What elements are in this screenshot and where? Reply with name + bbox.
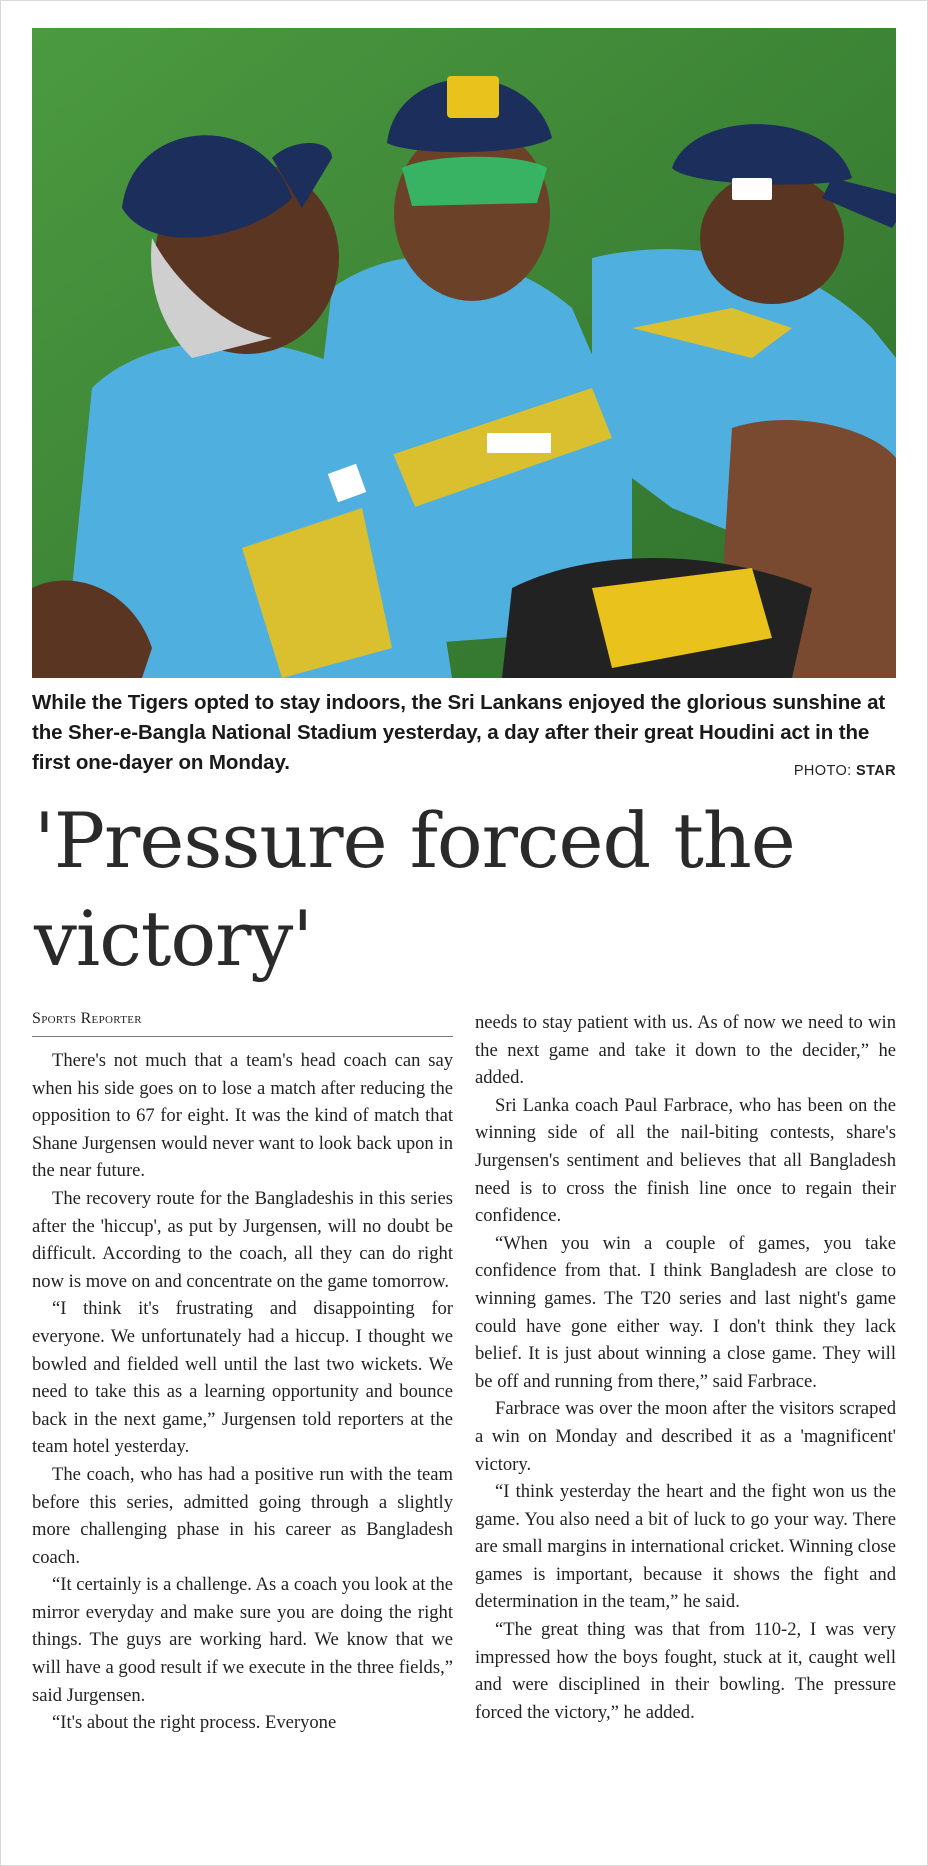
article-column-right (475, 1009, 896, 1726)
article-paragraph: The coach, who has had a positive run with the team before this series, admitted going through a slightly more challenging phase in his career as Bangladesh coach. (32, 1463, 453, 1568)
photo-credit (794, 763, 896, 779)
news-photo (32, 28, 896, 678)
article-paragraph: Farbrace was over the moon after the visitors scraped a win on Monday and described it as a 'magnificent' victory. (475, 1398, 896, 1475)
photo-credit-prefix: PHOTO: (793, 763, 852, 779)
article-paragraph: “I think it's frustrating and disappointing for everyone. We unfortunately had a hiccup. I thought we bowled and fielded well until the last two wickets. We need to take this as a learning opportunity and bounce back in the next game,” Jurgensen told reporters at the team hotel yesterday. (32, 1298, 453, 1458)
article-paragraph: “I think yesterday the heart and the fight won us the game. You also need a bit of luck to go your way. There are small margins in international cricket. Winning close games is important, because it shows the fight and determination in the team,” he said. (475, 1481, 896, 1613)
article-paragraph: The recovery route for the Bangladeshis in this series after the 'hiccup', as put by Jurgensen, will no doubt be difficult. According to the coach, all they can do right now is move on and concentrate on the game tomorrow. (32, 1187, 453, 1292)
article-paragraph: “It's about the right process. Everyone (52, 1712, 337, 1734)
article-paragraph: There's not much that a team's head coach can say when his side goes on to lose a match after reducing the opposition to 67 for eight. It was the kind of match that Shane Jurgensen would never want to look back upon in the near future. (32, 1050, 453, 1182)
photo-caption: While the Tigers opted to stay indoors, the Sri Lankans enjoyed the glorious sunshine at the Sher-e-Bangla National Stadium yesterday, a day after their great Houdini act in the first one-dayer on Monday. (32, 691, 886, 774)
article-paragraph: Sri Lanka coach Paul Farbrace, who has been on the winning side of all the nail-biting contests, share's Jurgensen's sentiment and believes that all Bangladesh need is to cross the finish line once to regain their confidence. (475, 1094, 896, 1227)
byline-rule (32, 1036, 453, 1037)
byline: Sports Reporter (32, 1010, 142, 1027)
article-paragraph: “It certainly is a challenge. As a coach you look at the mirror everyday and make sure you are doing the right things. The guys are working hard. We know that we will have a good result if we execute in the three fields,” said Jurgensen. (32, 1574, 453, 1706)
article-column-left (32, 1047, 453, 1737)
article-paragraph: “When you win a couple of games, you take confidence from that. I think Bangladesh are close to winning games. The T20 series and last night's game could have gone either way. I don't think they lack belief. It is just about winning a close game. They will be off and running from there,” said Farbrace. (475, 1232, 896, 1392)
article-paragraph: “The great thing was that from 110-2, I was very impressed how the boys fought, stuck at it, caught well and were disciplined in their bowling. The pressure forced the victory,” he added. (475, 1619, 896, 1723)
photo-credit-source: STAR (856, 763, 896, 779)
article-paragraph: needs to stay patient with us. As of now we need to win the next game and take it down to the decider,” he added. (475, 1012, 896, 1089)
headline: 'Pressure forced the victory' (34, 796, 795, 983)
